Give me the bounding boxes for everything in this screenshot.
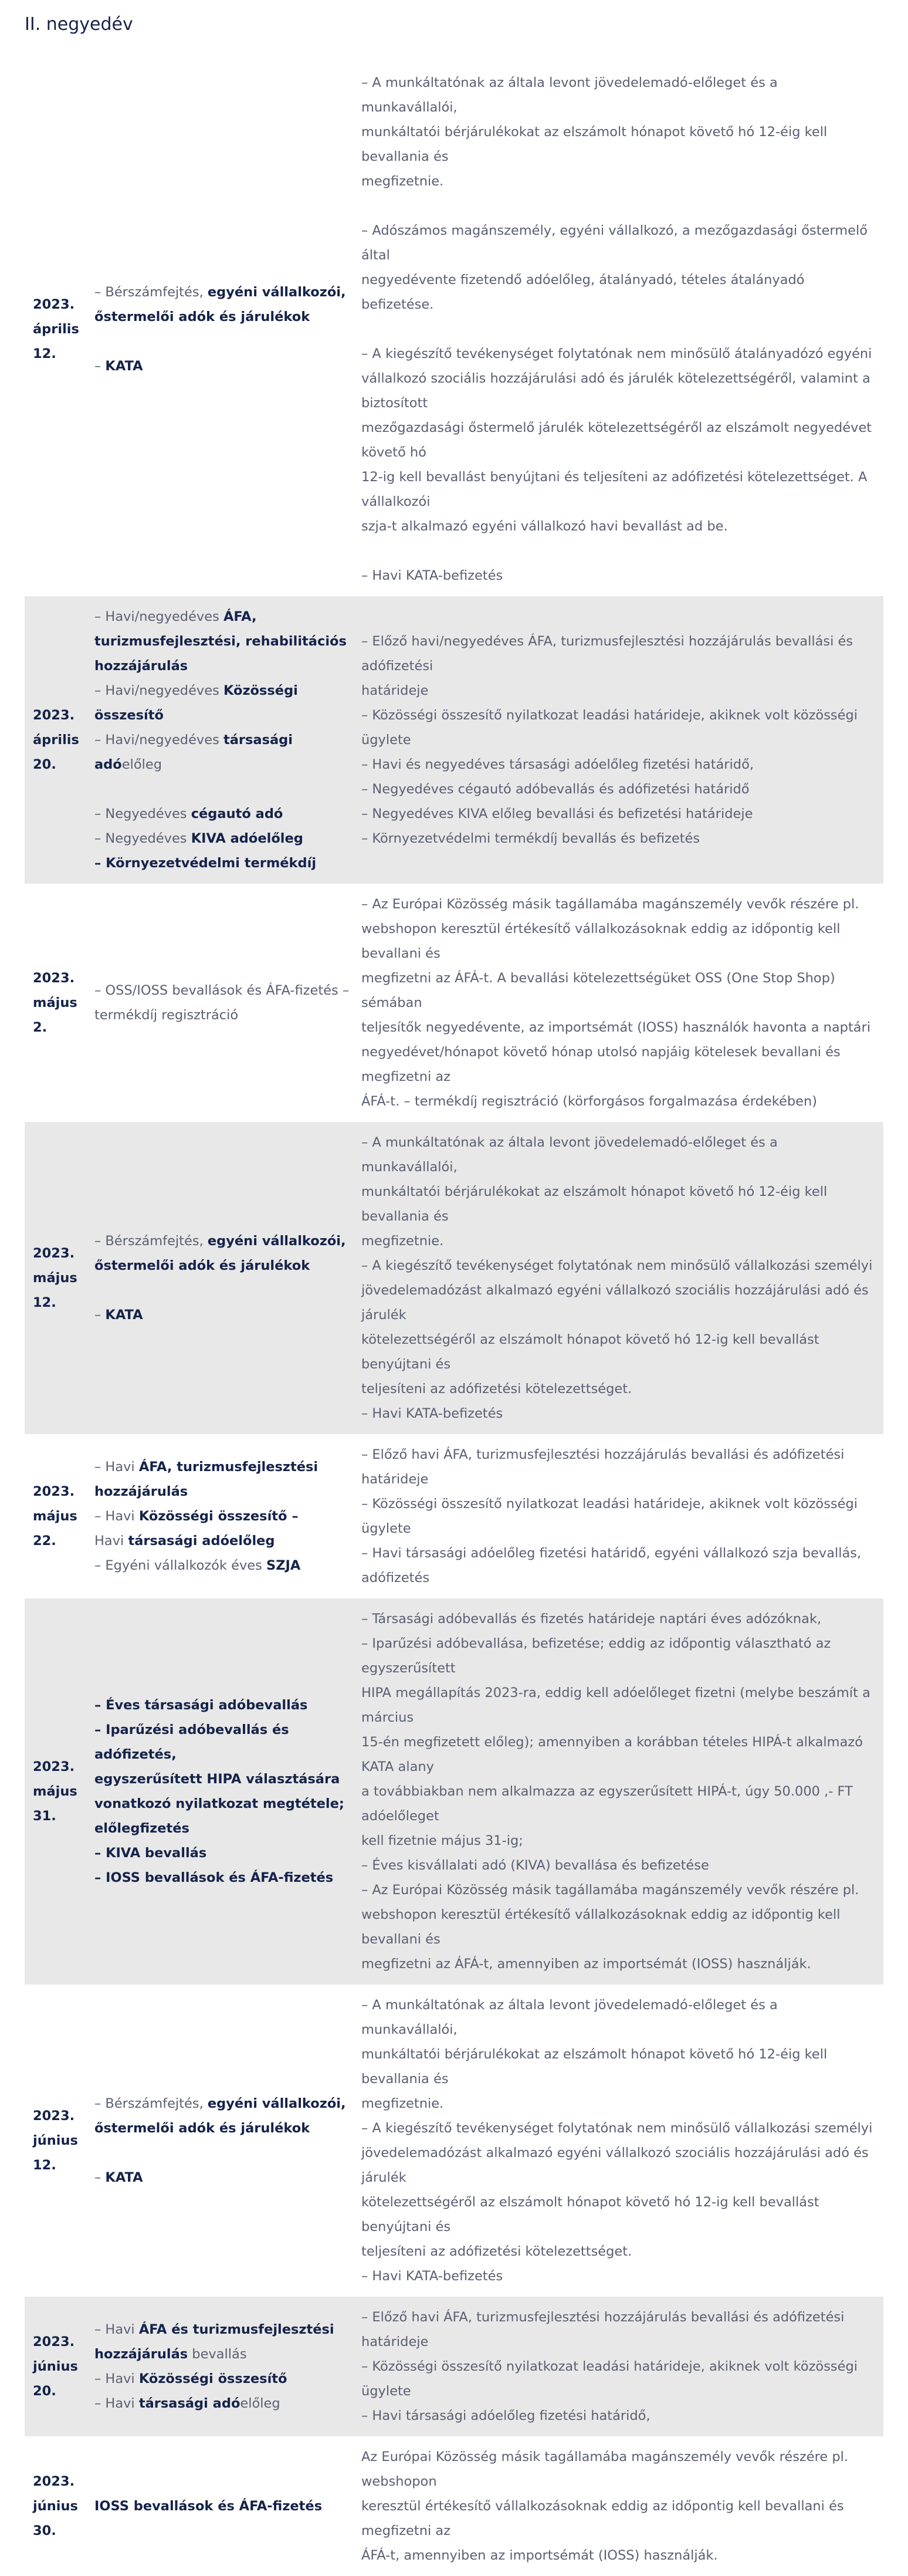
category-line — [94, 826, 351, 851]
category-text: – Havi/negyedéves — [94, 683, 223, 698]
category-line — [94, 802, 351, 826]
category-text-bold: KATA — [105, 1307, 143, 1323]
deadline-description — [361, 884, 883, 1122]
category-line — [94, 1479, 351, 1504]
category-text-bold: társasági adóelőleg — [128, 1533, 275, 1549]
description-line: – Előző havi ÁFA, turizmusfejlesztési hozzájárulás bevallási és adófizetési határideje — [361, 1447, 845, 1487]
deadline-description — [361, 62, 883, 596]
date-part: 12. — [33, 2158, 56, 2173]
category-line — [94, 654, 351, 678]
description-line: megfizetnie. — [361, 2096, 444, 2111]
category-line — [94, 2367, 351, 2391]
description-line: munkáltatói bérjárulékokat az elszámolt hónapot követő hó 12-éig kell bevallania és — [361, 1184, 828, 1224]
category-text-bold: vonatkozó nyilatkozat megtétele; — [94, 1796, 344, 1811]
deadline-description — [361, 596, 883, 884]
description-line: – Negyedéves KIVA előleg bevallási és befizetési határideje — [361, 806, 753, 822]
category-line — [94, 1693, 351, 1718]
table-row — [25, 596, 883, 884]
description-line: teljesíteni az adófizetési kötelezettséget. — [361, 1381, 632, 1397]
description-line: jövedelemadózást alkalmazó egyéni vállalkozó szociális hozzájárulási adó és járulék — [361, 1283, 869, 1323]
description-line: munkáltatói bérjárulékokat az elszámolt hónapot követő hó 12-éig kell bevallania és — [361, 124, 828, 164]
tax-category — [94, 2436, 361, 2576]
category-line — [94, 2342, 351, 2367]
date-part: 2023. — [33, 1246, 75, 1261]
date-part: 20. — [33, 757, 56, 772]
tax-category — [94, 1434, 361, 1598]
category-text-bold: – Környezetvédelmi termékdíj — [94, 856, 317, 871]
category-text-bold: egyéni vállalkozói, — [207, 2096, 346, 2111]
category-line — [94, 703, 351, 728]
description-line: – Előző havi/negyedéves ÁFA, turizmusfejlesztési hozzájárulás bevallási és adófizetési — [361, 634, 853, 674]
description-line: 12-ig kell bevallást benyújtani és teljesíteni az adófizetési kötelezettséget. A vállalkozói — [361, 469, 868, 509]
category-text: – Negyedéves — [94, 831, 191, 846]
category-text-bold: – Éves társasági adóbevallás — [94, 1698, 308, 1713]
category-text-bold: társasági adó — [138, 2396, 240, 2411]
description-line: – Negyedéves cégautó adóbevallás és adófizetési határidő — [361, 782, 750, 797]
deadline-date — [25, 884, 94, 1122]
category-text: előleg — [121, 757, 162, 772]
description-line: szja-t alkalmazó egyéni vállalkozó havi bevallást ad be. — [361, 519, 728, 534]
category-text: – — [94, 1307, 106, 1323]
category-text-bold: őstermelői adók és járulékok — [94, 2121, 310, 2136]
category-text-bold: ÁFA és turizmusfejlesztési — [138, 2322, 334, 2337]
deadline-date — [25, 62, 94, 596]
category-line — [94, 1553, 351, 1578]
description-line: – Az Európai Közösség másik tagállamába magánszemély vevők részére pl. — [361, 1882, 859, 1898]
category-line — [94, 604, 351, 629]
category-text: – — [94, 2170, 106, 2185]
description-line: – A kiegészítő tevékenységet folytatónak nem minősülő átalányadózó egyéni — [361, 346, 872, 361]
category-text: – Havi — [94, 2322, 139, 2337]
category-text-bold: hozzájárulás — [94, 2347, 188, 2362]
deadline-date — [25, 596, 94, 884]
tax-category — [94, 1985, 361, 2297]
description-line: a továbbiakban nem alkalmazza az egyszerűsített HIPÁ-t, úgy 50.000 ,- FT adóelőleget — [361, 1784, 853, 1824]
description-line: – A munkáltatónak az általa levont jövedelemadó-előleget és a munkavállalói, — [361, 1997, 778, 2037]
category-text-bold: KATA — [105, 359, 143, 374]
description-line: webshopon keresztül értékesítő vállalkozásoknak eddig az időpontig kell bevallani és — [361, 921, 841, 961]
date-part: 12. — [33, 1295, 56, 1310]
description-line: – Közösségi összesítő nyilatkozat leadási határideje, akiknek volt közösségi ügylete — [361, 2359, 858, 2399]
table-row — [25, 1598, 883, 1985]
description-line: megfizetnie. — [361, 174, 444, 189]
category-line — [94, 1767, 351, 1791]
category-line — [94, 1003, 351, 1027]
tax-calendar-table — [25, 62, 883, 2576]
description-line: – Havi KATA-befizetés — [361, 2269, 503, 2284]
category-line — [94, 728, 351, 777]
line-gap — [361, 317, 874, 342]
description-line: – Az Európai Közösség másik tagállamába magánszemély vevők részére pl. — [361, 897, 859, 912]
category-text: – Egyéni vállalkozók éves — [94, 1558, 266, 1573]
description-line: – A munkáltatónak az általa levont jövedelemadó-előleget és a munkavállalói, — [361, 1135, 778, 1175]
description-line: Az Európai Közösség másik tagállamába magánszemély vevők részére pl. webshopon — [361, 2449, 849, 2489]
description-line: – Iparűzési adóbevallása, befizetése; eddig az időpontig választható az egyszerűsített — [361, 1636, 831, 1676]
description-line: – A kiegészítő tevékenységet folytatónak nem minősülő vállalkozási személyi — [361, 1258, 873, 1273]
category-text: – OSS/IOSS bevallások és ÁFA-fizetés – — [94, 983, 350, 998]
table-row — [25, 1434, 883, 1598]
page-title: II. negyedév — [25, 14, 133, 35]
date-part: május — [33, 1509, 77, 1524]
date-part: 2023. — [33, 1759, 75, 1774]
line-gap — [94, 777, 351, 802]
description-line: kell fizetnie május 31-ig; — [361, 1833, 523, 1848]
line-gap — [94, 2141, 351, 2165]
description-line: – Adószámos magánszemély, egyéni vállalkozó, a mezőgazdasági őstermelő által — [361, 223, 868, 263]
category-line — [94, 1791, 351, 1816]
description-line: munkáltatói bérjárulékokat az elszámolt hónapot követő hó 12-éig kell bevallania és — [361, 2047, 828, 2087]
description-line: vállalkozó szociális hozzájárulási adó és járulék kötelezettségéről, valamint a biztosított — [361, 371, 870, 411]
category-text: – Havi — [94, 2396, 139, 2411]
category-line — [94, 1841, 351, 1865]
tax-category — [94, 596, 361, 884]
date-part: 2023. — [33, 2474, 75, 2489]
category-text-bold: őstermelői adók és járulékok — [94, 1258, 310, 1273]
category-text-bold: SZJA — [266, 1558, 301, 1573]
date-part: 20. — [33, 2384, 56, 2399]
category-text-bold: egyéni vállalkozói, — [207, 285, 346, 300]
category-line — [94, 678, 351, 703]
category-text-bold: KIVA adóelőleg — [191, 831, 303, 846]
date-part: 2023. — [33, 1484, 75, 1499]
tax-calendar-body — [25, 62, 883, 2576]
date-part: 2023. — [33, 971, 75, 986]
category-line — [94, 1229, 351, 1253]
category-line — [94, 1455, 351, 1479]
category-text: előleg — [240, 2396, 280, 2411]
tax-category — [94, 62, 361, 596]
category-text-bold: hozzájárulás — [94, 1484, 188, 1499]
category-text-bold: cégautó adó — [191, 806, 283, 822]
line-gap — [94, 329, 351, 354]
description-line: – Környezetvédelmi termékdíj bevallás és befizetés — [361, 831, 700, 846]
tax-category — [94, 1598, 361, 1985]
date-part: 2023. — [33, 297, 75, 312]
description-line: kötelezettségéről az elszámolt hónapot követő hó 12-ig kell bevallást benyújtani és — [361, 2195, 819, 2234]
category-line — [94, 851, 351, 875]
category-text: – Bérszámfejtés, — [94, 285, 208, 300]
category-text-bold: Közösségi — [223, 683, 298, 698]
description-line: ÁFÁ-t, amennyiben az importsémát (IOSS) használják. — [361, 2548, 718, 2563]
date-part: 2023. — [33, 2108, 75, 2124]
date-part: április — [33, 732, 79, 748]
category-line — [94, 1504, 351, 1529]
date-part: 31. — [33, 1808, 56, 1824]
category-line — [94, 2165, 351, 2190]
category-line — [94, 1253, 351, 1278]
category-line — [94, 1303, 351, 1327]
description-line: kötelezettségéről az elszámolt hónapot követő hó 12-ig kell bevallást benyújtani és — [361, 1332, 819, 1372]
category-text: – Havi — [94, 1509, 139, 1524]
tax-category — [94, 2297, 361, 2436]
date-part: május — [33, 995, 77, 1010]
table-row — [25, 1122, 883, 1434]
category-line — [94, 629, 351, 654]
category-text: – Havi — [94, 2371, 139, 2386]
category-text-bold: – IOSS bevallások és ÁFA-fizetés — [94, 1870, 334, 1885]
date-part: 22. — [33, 1533, 56, 1549]
category-text-bold: IOSS bevallások és ÁFA-fizetés — [94, 2499, 323, 2514]
description-line: jövedelemadózást alkalmazó egyéni vállalkozó szociális hozzájárulási adó és járulék — [361, 2145, 869, 2185]
category-text: Havi — [94, 1533, 128, 1549]
category-text-bold: egyéni vállalkozói, — [207, 1233, 346, 1249]
date-part: április — [33, 322, 79, 337]
date-part: 2023. — [33, 2334, 75, 2349]
description-line: webshopon keresztül értékesítő vállalkozásoknak eddig az időpontig kell bevallani és — [361, 1907, 841, 1947]
category-text-bold: összesítő — [94, 708, 164, 723]
date-part: 2023. — [33, 708, 75, 723]
description-line: – Társasági adóbevallás és fizetés határideje naptári éves adózóknak, — [361, 1611, 822, 1627]
description-line: 15-én megfizetett előleg); amennyiben a korábban tételes HIPÁ-t alkalmazó KATA alany — [361, 1735, 863, 1774]
category-text-bold: ÁFA, turizmusfejlesztési — [138, 1459, 319, 1475]
description-line: – Előző havi ÁFA, turizmusfejlesztési hozzájárulás bevallási és adófizetési határideje — [361, 2310, 845, 2349]
category-line — [94, 1529, 351, 1553]
date-part: május — [33, 1270, 77, 1286]
description-line: ÁFÁ-t. – termékdíj regisztráció (körforgásos forgalmazása érdekében) — [361, 1094, 818, 1109]
table-row — [25, 1985, 883, 2297]
category-text: termékdíj regisztráció — [94, 1008, 239, 1023]
deadline-date — [25, 1985, 94, 2297]
description-line: – Éves kisvállalati adó (KIVA) bevallása és befizetése — [361, 1858, 709, 1873]
deadline-date — [25, 1434, 94, 1598]
description-line: negyedévet/hónapot követő hónap utolsó napjáig kötelesek bevallani és megfizetni az — [361, 1044, 841, 1084]
table-row — [25, 62, 883, 596]
line-gap — [361, 539, 874, 563]
line-gap — [361, 194, 874, 218]
category-text-bold: – KIVA bevallás — [94, 1845, 207, 1861]
description-line: – A kiegészítő tevékenységet folytatónak nem minősülő vállalkozási személyi — [361, 2121, 873, 2136]
deadline-description — [361, 1122, 883, 1434]
category-line — [94, 2391, 351, 2416]
date-part: június — [33, 2359, 78, 2374]
category-text-bold: hozzájárulás — [94, 658, 188, 674]
category-text-bold: ÁFA, — [223, 609, 257, 624]
category-text: – Havi — [94, 1459, 139, 1475]
deadline-description — [361, 1598, 883, 1985]
deadline-description — [361, 2297, 883, 2436]
category-text-bold: egyszerűsített HIPA választására — [94, 1772, 340, 1787]
category-line — [94, 2317, 351, 2342]
category-text: bevallás — [188, 2347, 247, 2362]
category-line — [94, 2116, 351, 2141]
deadline-description — [361, 2436, 883, 2576]
description-line: – Havi KATA-befizetés — [361, 1406, 503, 1421]
description-line: – Közösségi összesítő nyilatkozat leadási határideje, akiknek volt közösségi ügylete — [361, 708, 858, 748]
category-text: – Bérszámfejtés, — [94, 2096, 208, 2111]
category-text-bold: társasági adó — [94, 732, 293, 772]
description-line: teljesítők negyedévente, az importsémát (IOSS) használók havonta a naptári — [361, 1020, 871, 1035]
date-part: június — [33, 2499, 78, 2514]
category-line — [94, 1718, 351, 1767]
deadline-description — [361, 1434, 883, 1598]
description-line: megfizetni az ÁFÁ-t, amennyiben az importsémát (IOSS) használják. — [361, 1956, 811, 1972]
category-text-bold: őstermelői adók és járulékok — [94, 309, 310, 324]
date-part: 12. — [33, 346, 56, 361]
category-line — [94, 978, 351, 1003]
category-text-bold: turizmusfejlesztési, rehabilitációs — [94, 634, 347, 649]
deadline-description — [361, 1985, 883, 2297]
description-line: HIPA megállapítás 2023-ra, eddig kell adóelőleget fizetni (melybe beszámít a március — [361, 1685, 870, 1725]
date-part: 2. — [33, 1020, 48, 1035]
category-line — [94, 2494, 351, 2518]
description-line: megfizetnie. — [361, 1233, 444, 1249]
description-line: – Közösségi összesítő nyilatkozat leadási határideje, akiknek volt közösségi ügylete — [361, 1496, 858, 1536]
date-part: 30. — [33, 2523, 56, 2538]
table-row — [25, 2436, 883, 2576]
category-line — [94, 1865, 351, 1890]
tax-category — [94, 1122, 361, 1434]
table-row — [25, 2297, 883, 2436]
tax-category — [94, 884, 361, 1122]
description-line: teljesíteni az adófizetési kötelezettséget. — [361, 2244, 632, 2259]
deadline-date — [25, 1598, 94, 1985]
description-line: – A munkáltatónak az általa levont jövedelemadó-előleget és a munkavállalói, — [361, 75, 778, 115]
date-part: június — [33, 2133, 78, 2148]
date-part: május — [33, 1784, 77, 1799]
description-line: megfizetni az ÁFÁ-t. A bevallási kötelezettségüket OSS (One Stop Shop) sémában — [361, 971, 835, 1010]
deadline-date — [25, 2436, 94, 2576]
category-line — [94, 2091, 351, 2116]
category-text-bold: KATA — [105, 2170, 143, 2185]
category-text-bold: előlegfizetés — [94, 1821, 189, 1836]
category-text: – Negyedéves — [94, 806, 191, 822]
line-gap — [94, 1278, 351, 1303]
table-row — [25, 884, 883, 1122]
description-line: – Havi és negyedéves társasági adóelőleg fizetési határidő, — [361, 757, 754, 772]
description-line: – Havi KATA-befizetés — [361, 568, 503, 583]
category-line — [94, 305, 351, 329]
description-line: – Havi társasági adóelőleg fizetési határidő, — [361, 2408, 650, 2423]
category-line — [94, 354, 351, 378]
category-text: – Bérszámfejtés, — [94, 1233, 208, 1249]
description-line: mezőgazdasági őstermelő járulék kötelezettségéről az elszámolt negyedévet követő hó — [361, 420, 872, 460]
description-line: keresztül értékesítő vállalkozásoknak eddig az időpontig kell bevallani és megfizetni az — [361, 2499, 844, 2538]
category-text: – Havi/negyedéves — [94, 732, 223, 748]
category-text-bold: Közösségi összesítő — [138, 2371, 287, 2386]
description-line: – Havi társasági adóelőleg fizetési határidő, egyéni vállalkozó szja bevallás, adófizetés — [361, 1546, 862, 1586]
deadline-date — [25, 2297, 94, 2436]
category-text-bold: Közösségi összesítő – — [138, 1509, 299, 1524]
category-line — [94, 280, 351, 305]
description-line: negyedévente fizetendő adóelőleg, átalányadó, tételes átalányadó befizetése. — [361, 272, 805, 312]
description-line: határideje — [361, 683, 429, 698]
category-text: – Havi/negyedéves — [94, 609, 223, 624]
category-text: – — [94, 359, 106, 374]
category-text-bold: – Iparűzési adóbevallás és adófizetés, — [94, 1722, 289, 1762]
category-line — [94, 1816, 351, 1841]
deadline-date — [25, 1122, 94, 1434]
